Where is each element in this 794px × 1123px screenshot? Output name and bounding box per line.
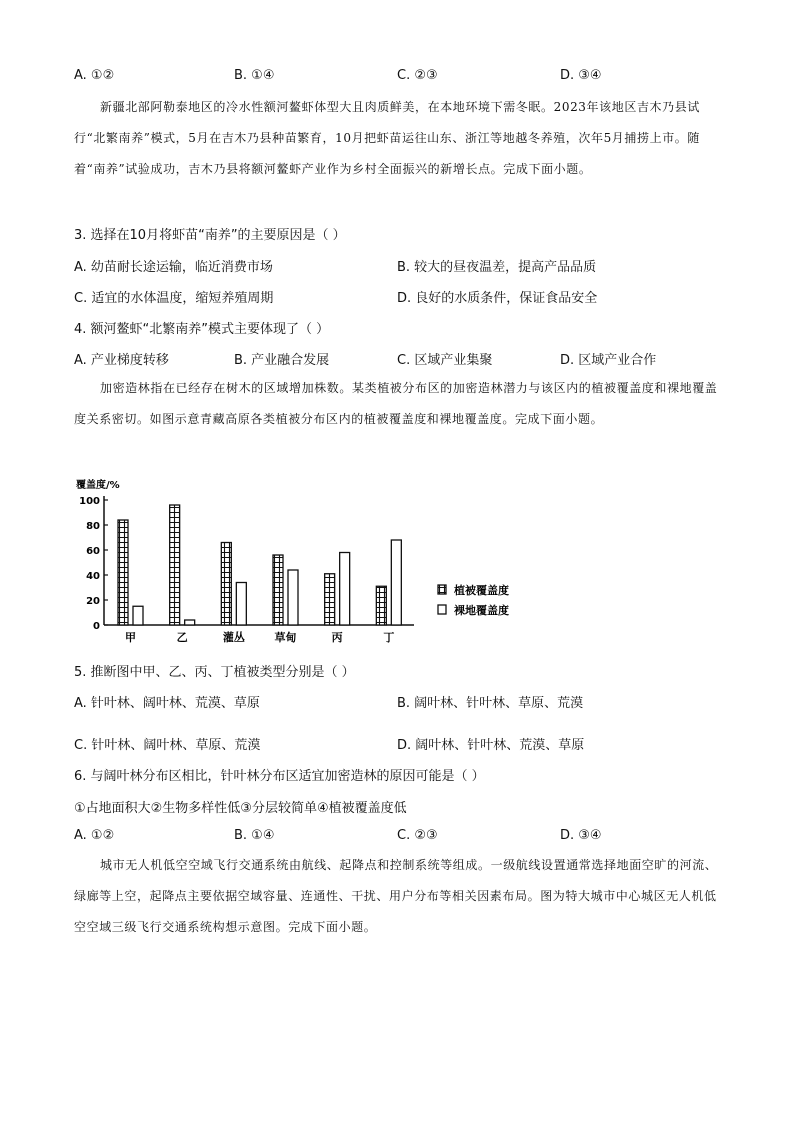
- q5-stem: 5. 推断图中甲、乙、丙、丁植被类型分别是（ ）: [74, 665, 355, 680]
- q4-option-c[interactable]: C. 区域产业集聚: [397, 353, 493, 368]
- q2-option-a[interactable]: A. ①②: [74, 68, 115, 83]
- q3-option-b[interactable]: B. 较大的昼夜温差，提高产品品质: [397, 260, 597, 275]
- vegetation-coverage-chart: [72, 475, 542, 650]
- q6-statements: ①占地面积大②生物多样性低③分层较简单④植被覆盖度低: [74, 801, 407, 816]
- q4-options: [74, 349, 734, 369]
- q5-option-a[interactable]: A. 针叶林、阔叶林、荒漠、草原: [74, 696, 260, 711]
- bar-vegetation-coverage: [118, 520, 128, 625]
- legend-swatch: [438, 585, 446, 594]
- chart-legend: [438, 583, 509, 617]
- q6-stem: 6. 与阔叶林分布区相比，针叶林分布区适宜加密造林的原因可能是（ ）: [74, 769, 485, 784]
- bar-vegetation-coverage: [170, 505, 180, 625]
- q5-option-d[interactable]: D. 阔叶林、针叶林、荒漠、草原: [397, 738, 585, 753]
- q4-option-b[interactable]: B. 产业融合发展: [234, 353, 330, 368]
- passage-afforestation: 加密造林指在已经存在树木的区域增加株数。某类植被分布区的加密造林潜力与该区内的植被覆盖度和裸地覆盖度关系密切。如图示意青藏高原各类植被分布区内的植被覆盖度和裸地覆盖度。完成下面小题。: [74, 381, 718, 426]
- x-category-label: 丁: [383, 631, 395, 644]
- q4-option-a[interactable]: A. 产业梯度转移: [74, 353, 169, 368]
- q3-option-d[interactable]: D. 良好的水质条件，保证食品安全: [397, 291, 598, 306]
- q4-option-d[interactable]: D. 区域产业合作: [560, 353, 657, 368]
- q3-stem: 3. 选择在10月将虾苗“南养”的主要原因是（ ）: [74, 228, 346, 243]
- bar-bare-coverage: [340, 553, 350, 626]
- legend-label: 裸地覆盖度: [454, 604, 509, 617]
- x-category-label: 灌丛: [222, 631, 245, 644]
- y-tick-label: 80: [86, 521, 100, 532]
- x-category-label: 草甸: [274, 631, 297, 644]
- q2-option-b[interactable]: B. ①④: [234, 68, 275, 83]
- bar-bare-coverage: [133, 606, 143, 625]
- q6-option-c[interactable]: C. ②③: [397, 828, 438, 843]
- legend-swatch: [438, 605, 446, 614]
- y-tick-label: 40: [86, 571, 100, 582]
- bar-bare-coverage: [288, 570, 298, 625]
- q6-option-b[interactable]: B. ①④: [234, 828, 275, 843]
- q3-options-row2: [74, 287, 734, 307]
- passage-crayfish: 新疆北部阿勒泰地区的冷水性额河鳌虾体型大且肉质鲜美，在本地环境下需冬眠。2023年该地区吉木乃县试行“北繁南养”模式，5月在吉木乃县种苗繁育，10月把虾苗运往山东、浙江等地越冬养殖，次年5月捕捞上市。随着“南养”试验成功，吉木乃县将额河鳌虾产业作为乡村全面振兴的新增长点。完成下面小题。: [74, 100, 701, 176]
- q6-option-a[interactable]: A. ①②: [74, 828, 115, 843]
- q5-options-row1: [74, 692, 734, 712]
- q3-option-c[interactable]: C. 适宜的水体温度，缩短养殖周期: [74, 291, 274, 306]
- q5-option-c[interactable]: C. 针叶林、阔叶林、草原、荒漠: [74, 738, 261, 753]
- q5-options-row2: [74, 734, 734, 754]
- q4-stem: 4. 额河鳌虾“北繁南养”模式主要体现了（ ）: [74, 322, 330, 337]
- legend-label: 植被覆盖度: [454, 584, 509, 597]
- x-category-label: 乙: [176, 631, 188, 644]
- x-category-label: 甲: [125, 631, 136, 644]
- bar-bare-coverage: [236, 583, 246, 626]
- bar-series: [118, 505, 401, 625]
- bar-vegetation-coverage: [325, 574, 335, 625]
- q6-options: [74, 828, 734, 848]
- passage-drone-traffic: 城市无人机低空空域飞行交通系统由航线、起降点和控制系统等组成。一级航线设置通常选择地面空旷的河流、绿廊等上空，起降点主要依据空域容量、连通性、干扰、用户分布等相关因素布局。图为特大城市中心城区无人机低空空域三级飞行交通系统构想示意图。完成下面小题。: [74, 858, 718, 934]
- x-category-label: 丙: [331, 631, 343, 644]
- y-tick-label: 100: [79, 496, 100, 507]
- y-tick-label: 0: [93, 621, 100, 632]
- bar-bare-coverage: [391, 540, 401, 625]
- y-tick-label: 20: [86, 596, 100, 607]
- y-tick-label: 60: [86, 546, 100, 557]
- q6-option-d[interactable]: D. ③④: [560, 828, 602, 843]
- q3-option-a[interactable]: A. 幼苗耐长途运输，临近消费市场: [74, 260, 273, 275]
- q2-options: [74, 68, 734, 88]
- x-axis-categories: [125, 630, 394, 644]
- q3-options-row1: [74, 256, 734, 276]
- q2-option-d[interactable]: D. ③④: [560, 68, 602, 83]
- bar-vegetation-coverage: [376, 586, 386, 625]
- q2-option-c[interactable]: C. ②③: [397, 68, 438, 83]
- q5-option-b[interactable]: B. 阔叶林、针叶林、草原、荒漠: [397, 696, 584, 711]
- y-axis-label: 覆盖度/%: [76, 480, 120, 491]
- bar-vegetation-coverage: [221, 543, 231, 626]
- bar-bare-coverage: [185, 620, 195, 625]
- bar-vegetation-coverage: [273, 555, 283, 625]
